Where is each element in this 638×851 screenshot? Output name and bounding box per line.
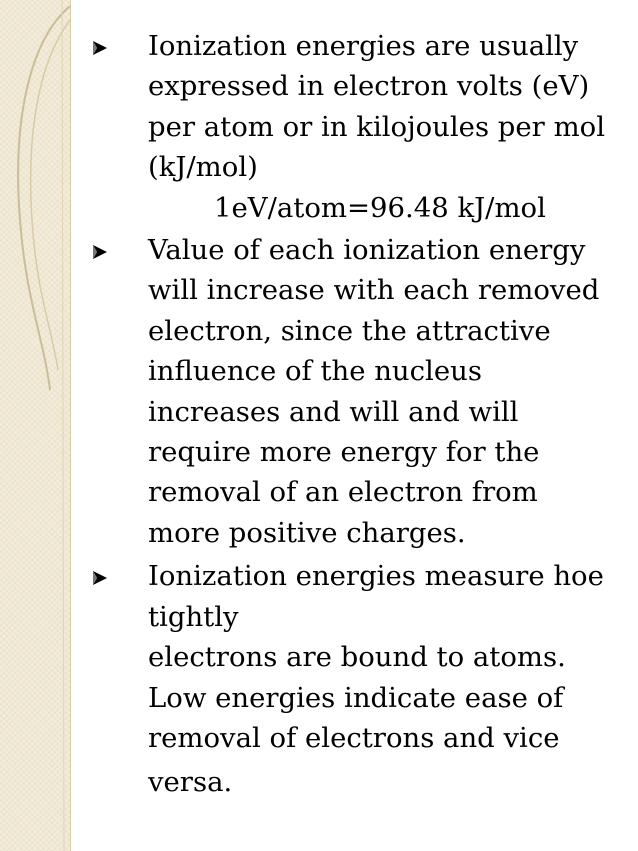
bullet-item-1 [92, 26, 622, 228]
slide-content [92, 26, 622, 803]
decorative-curve-icon [0, 0, 70, 851]
bullet-text-line: per atom or in kilojoules per mol [148, 110, 605, 143]
bullet-text-line: increases and will and will [148, 395, 519, 428]
arrowhead-bullet-icon [92, 40, 108, 56]
conversion-formula: 1eV/atom=96.48 kJ/mol [214, 191, 546, 224]
bullet-text-line: expressed in electron volts (eV) [148, 70, 590, 103]
bullet-text-line: Ionization energies are usually [148, 30, 579, 62]
bullet-text-line: removal of electrons and vice [148, 721, 560, 754]
bullet-item-3 [92, 556, 622, 802]
decorative-sidebar [0, 0, 71, 851]
arrowhead-bullet-icon [92, 244, 108, 260]
bullet-text-line: Low energies indicate ease of [148, 681, 564, 714]
bullet-text-line: Ionization energies measure hoe [148, 560, 604, 593]
bullet-text-line: tightly [148, 600, 239, 633]
bullet-text-line: will increase with each removed [148, 274, 600, 307]
arrowhead-bullet-icon [92, 570, 108, 586]
bullet-text-line: versa. [148, 766, 233, 799]
bullet-text-line: electrons are bound to atoms. [148, 641, 566, 674]
bullet-text-line: Value of each ionization energy [148, 234, 586, 267]
bullet-text-line: removal of an electron from [148, 476, 538, 509]
bullet-text-line: more positive charges. [148, 516, 466, 549]
bullet-text-line: require more energy for the [148, 436, 540, 469]
bullet-item-2 [92, 230, 622, 553]
bullet-text-line: (kJ/mol) [148, 151, 258, 184]
bullet-text-line: electron, since the attractive [148, 314, 551, 347]
bullet-text-line: influence of the nucleus [148, 355, 482, 388]
